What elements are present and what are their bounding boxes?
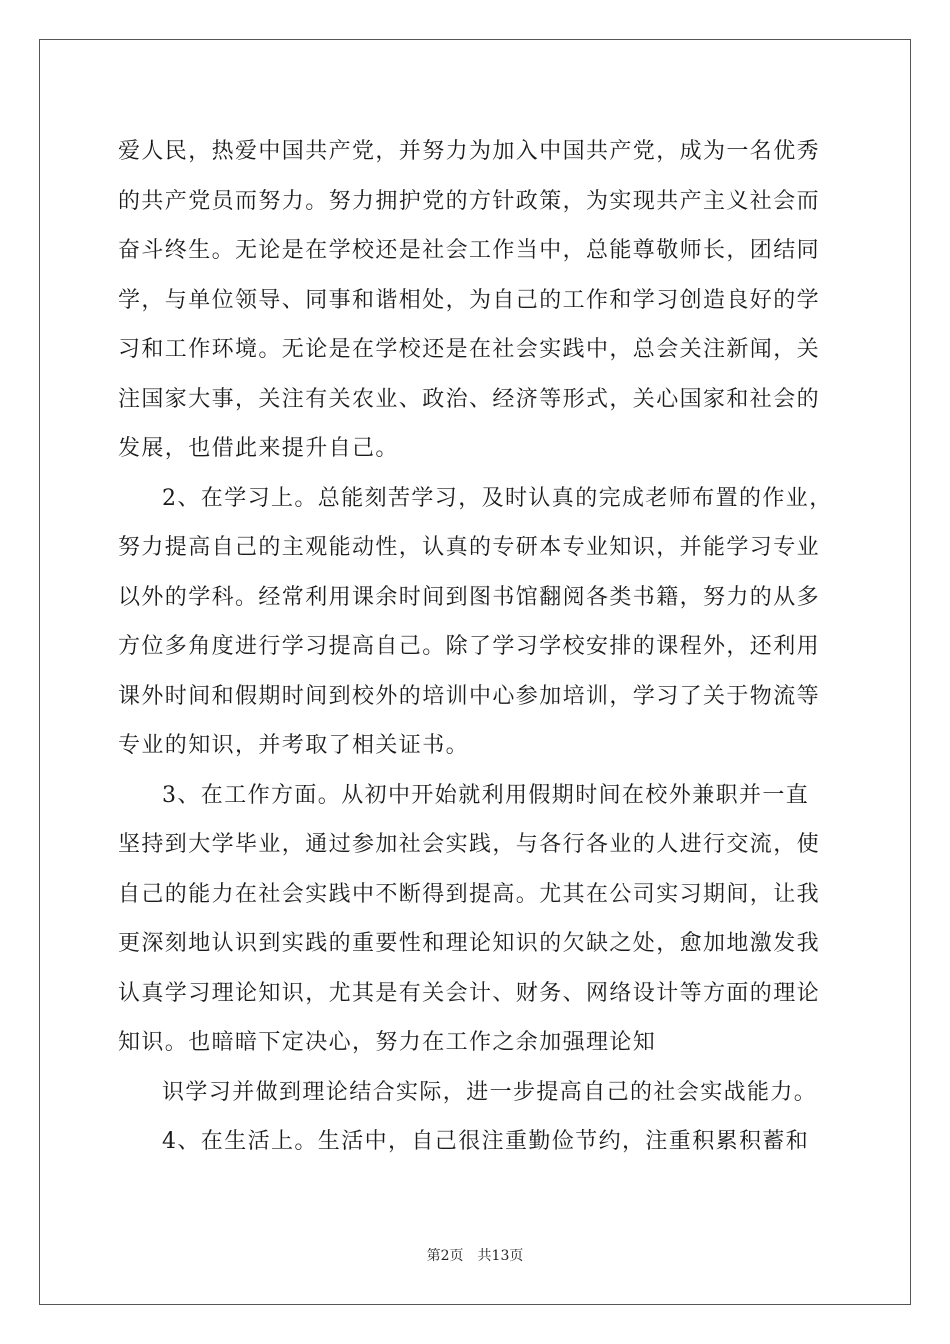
text-line: 专业的知识，并考取了相关证书。 (118, 733, 470, 758)
text-line: 4、在生活上。生活中，自己很注重勤俭节约，注重积累积蓄和 (162, 1129, 810, 1154)
text-line: 识学习并做到理论结合实际，进一步提高自己的社会实战能力。 (162, 1079, 818, 1105)
text-line: 3、在工作方面。从初中开始就利用假期时间在校外兼职并一直 (162, 782, 810, 808)
text-line: 知识。也暗暗下定决心，努力在工作之余加强理论知 (118, 1030, 657, 1055)
text-line: 注国家大事，关注有关农业、政治、经济等形式，关心国家和社会的 (118, 386, 821, 412)
page-number-footer: 第2页 共13页 (426, 1248, 524, 1264)
text-line: 课外时间和假期时间到校外的培训中心参加培训，学习了关于物流等 (118, 683, 821, 709)
text-line: 更深刻地认识到实践的重要性和理论知识的欠缺之处，愈加地激发我 (118, 931, 821, 956)
text-line: 学，与单位领导、同事和谐相处，为自己的工作和学习创造良好的学 (118, 287, 821, 313)
text-line: 方位多角度进行学习提高自己。除了学习学校安排的课程外，还利用 (118, 634, 821, 659)
text-line: 的共产党员而努力。努力拥护党的方针政策，为实现共产主义社会而 (118, 188, 821, 214)
text-line: 爱人民，热爱中国共产党，并努力为加入中国共产党，成为一名优秀 (118, 139, 821, 164)
text-line: 认真学习理论知识，尤其是有关会计、财务、网络设计等方面的理论 (118, 980, 821, 1006)
text-line: 努力提高自己的主观能动性，认真的专研本专业知识，并能学习专业 (118, 535, 821, 560)
text-line: 奋斗终生。无论是在学校还是社会工作当中，总能尊敬师长，团结同 (118, 238, 821, 263)
text-line: 发展，也借此来提升自己。 (118, 436, 399, 461)
text-line: 以外的学科。经常利用课余时间到图书馆翻阅各类书籍，努力的从多 (118, 584, 821, 610)
text-line: 习和工作环境。无论是在学校还是在社会实践中，总会关注新闻，关 (118, 337, 821, 362)
text-line: 2、在学习上。总能刻苦学习，及时认真的完成老师布置的作业， (162, 485, 833, 511)
document-body (118, 127, 838, 1167)
text-line: 坚持到大学毕业，通过参加社会实践，与各行各业的人进行交流，使 (118, 832, 821, 857)
text-line: 自己的能力在社会实践中不断得到提高。尤其在公司实习期间，让我 (118, 881, 821, 907)
